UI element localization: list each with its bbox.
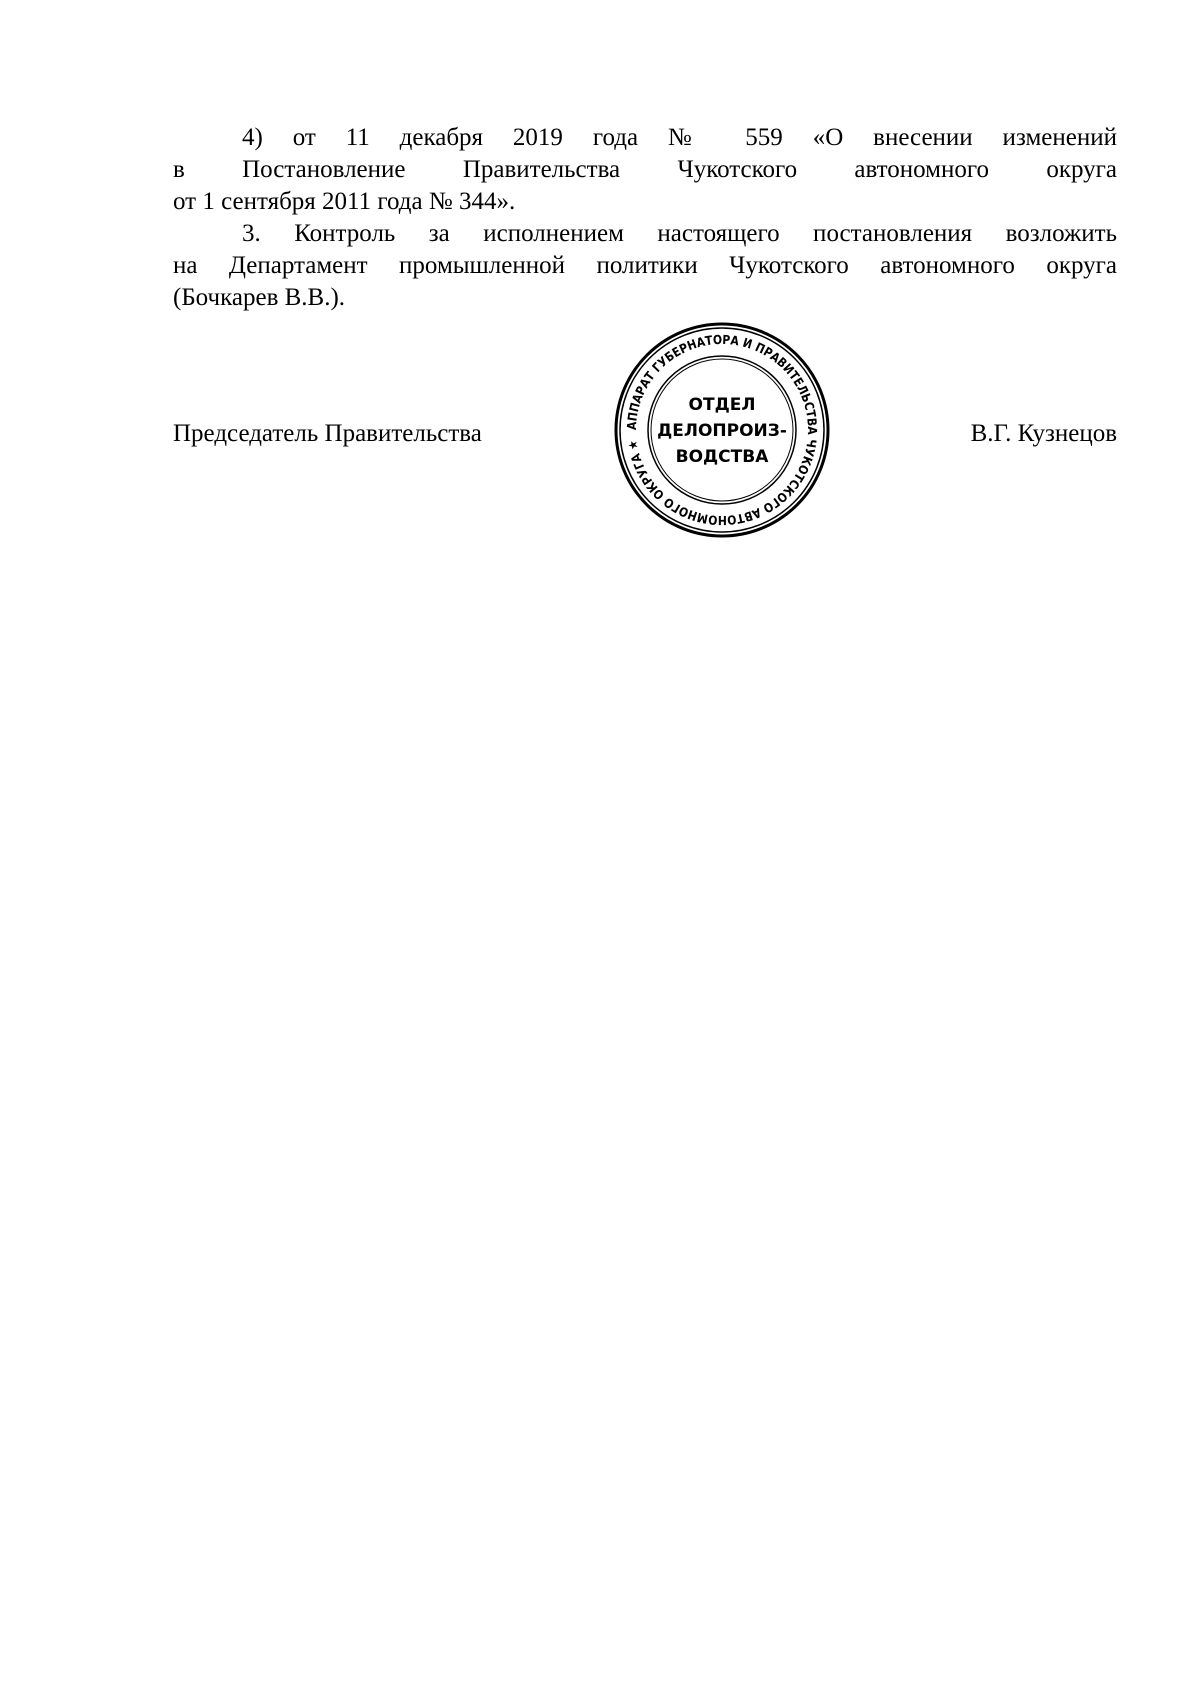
text-line: (Бочкарев В.В.). bbox=[173, 284, 346, 311]
seal-center-line: ДЕЛОПРОИЗ- bbox=[657, 421, 787, 441]
seal-graphic bbox=[610, 318, 834, 542]
seal-center-line: ОТДЕЛ bbox=[688, 395, 756, 415]
official-seal-stamp bbox=[610, 318, 834, 542]
signatory-title: Председатель Правительства bbox=[173, 420, 482, 447]
seal-ring-text-path: АППАРАТ ГУБЕРНАТОРА И ПРАВИТЕЛЬСТВА ЧУКОТСКОГО АВТОНОМНОГО ОКРУГА ★ bbox=[623, 331, 821, 529]
text-line: 4) от 11 декабря 2019 года № 559 «О внесении изменений bbox=[242, 124, 1117, 151]
text-line: в Постановление Правительства Чукотского автономного округа bbox=[173, 156, 1117, 183]
text-line: от 1 сентября 2011 года № 344». bbox=[173, 188, 516, 215]
paragraph-item-4 bbox=[173, 122, 1117, 218]
seal-center-line: ВОДСТВА bbox=[675, 447, 769, 467]
document-body bbox=[173, 122, 1117, 314]
signatory-name: В.Г. Кузнецов bbox=[970, 420, 1117, 447]
text-line: 3. Контроль за исполнением настоящего постановления возложить bbox=[242, 220, 1117, 247]
text-line: на Департамент промышленной политики Чукотского автономного округа bbox=[173, 252, 1117, 279]
paragraph-point-3 bbox=[173, 218, 1117, 314]
